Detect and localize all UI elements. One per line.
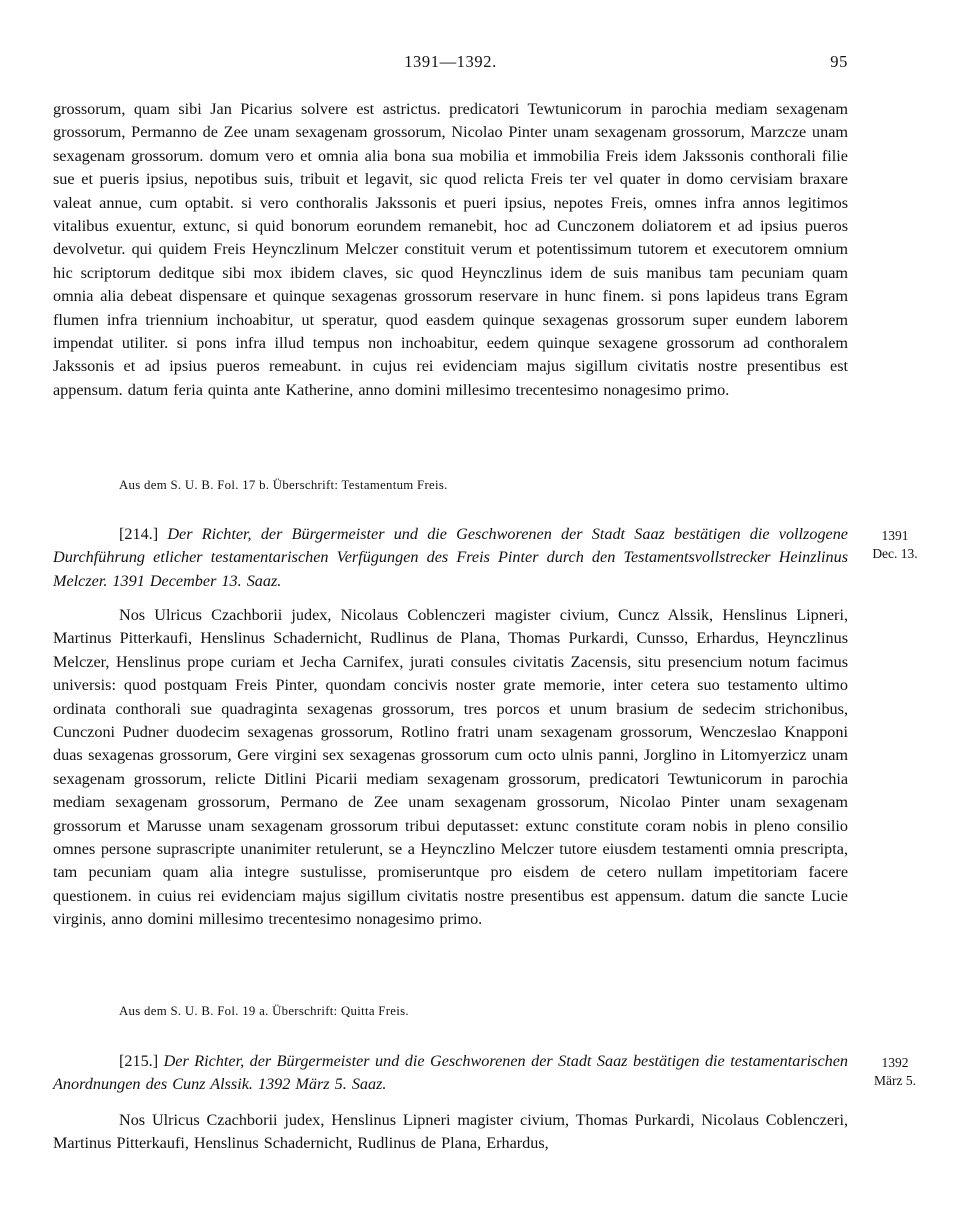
- entry-214-margin-year: 1391: [881, 528, 909, 543]
- entry-214-summary: Der Richter, der Bürgermeister und die Geschworenen der Stadt Saaz bestätigen die vollzogene Durchführung etlicher testamentarischen Verfügungen des Freis Pinter durch den Testamentsvollstrecker Heinzlinus Melczer. 1391 December 13. Saaz.: [53, 525, 848, 590]
- entry-215-margin-date: [860, 1054, 930, 1090]
- entry-215-regest: [53, 1050, 848, 1097]
- source-note-214: Aus dem S. U. B. Fol. 19 a. Überschrift: Quitta Freis.: [119, 1004, 409, 1018]
- entry-215-margin-year: 1392: [881, 1055, 909, 1070]
- entry-215-margin-day: März 5.: [874, 1073, 916, 1088]
- entry-214-number: [214.]: [119, 525, 159, 543]
- entry-214-margin-day: Dec. 13.: [872, 546, 918, 561]
- paragraph-continued-testament: grossorum, quam sibi Jan Picarius solvere est astrictus. predicatori Tewtunicorum in parochia mediam sexagenam grossorum, Permanno de Zee unam sexagenam grossorum, Nicolao Pinter unam sexagenam grossorum, Marzcze unam sexagenam grossorum. domum vero et omnia alia bona sua mobilia et immobilia Freis idem Jakssonis conthorali filie sue et pueris ipsius, nepotibus suis, tribuit et legavit, sic quod relicta Freis ter vel quater in domo cervisiam braxare valeat annue, cum optabit. si vero conthoralis Jakssonis et pueri ipsius, nepotes Freis, omnes infra annos legitimos vitalibus exuentur, extunc, si quid bonorum eorundem remanebit, hoc ad Cunczonem doliatorem et ad ipsius pueros devolvetur. qui quidem Freis Heynczlinum Melczer constituit verum et potentissimum tutorem et executorem omnium hic scriptorum deditque sibi mox ibidem claves, sic quod Heynczlinus idem de suis manibus tam pecuniam quam omnia alia debeat dispensare et quinque sexagenas grossorum reservare in hunc finem. si pons lapideus trans Egram flumen infra triennium inchoabitur, ut speratur, quod easdem quinque sexagenas grossorum super eundem laborem impendat utiliter. si pons infra illud tempus non inchoabitur, eedem quinque sexagene grossorum ad conthoralem Jakssonis et ad ipsius pueros remeabunt. in cujus rei evidenciam majus sigillum civitatis nostre presentibus est appensum. datum feria quinta ante Katherine, anno domini millesimo trecentesimo nonagesimo primo.: [53, 100, 848, 399]
- running-head-years: 1391—1392.: [404, 52, 497, 71]
- page-header: [53, 52, 848, 76]
- entry-214-text: Nos Ulricus Czachborii judex, Nicolaus Coblenczeri magister civium, Cuncz Alssik, Henslinus Lipneri, Martinus Pitterkaufi, Henslinus Schadernicht, Rudlinus de Plana, Thomas Purkardi, Cunsso, Erhardus, Heynczlinus Melczer, Henslinus prope curiam et Jecha Carnifex, jurati consules civitatis Zacensis, situ presencium notum facimus universis: quod postquam Freis Pinter, quondam concivis noster grate memorie, inter cetera suo testamento ultimo ordinata conthorali sue quadraginta sexagenas grossorum, tres porcos et unum brasium de sedecim strichonibus, Cunczoni Pudner duodecim sexagenas grossorum, Rotlino fratri unam sexagenam grossorum, Wenczeslao Knapponi duas sexagenas grossorum, Gere virgini sex sexagenas grossorum cum octo ulnis panni, Jorglino in Litomyerzicz unam sexagenam grossorum, relicte Ditlini Picarii mediam sexagenam grossorum, predicatori Tewtunicorum in parochia mediam sexagenam grossorum, Permano de Zee unam sexagenam grossorum, Nicolao Pinter unam sexagenam grossorum et Marusse unam sexagenam grossorum tribui deputasset: extunc constitute coram nobis in pleno consilio omnes persone suprascripte unanimiter retulerunt, se a Heynczlino Melczer tutore eiusdem testamenti omnia prescripta, tam pecuniam quam alia integre sustulisse, promiseruntque pro eisdem de cetero nullam impetitoriam facere questionem. in cuius rei evidenciam majus sigillum civitatis nostre presentibus est appensum. datum die sancte Lucie virginis, anno domini millesimo trecentesimo nonagesimo primo.: [53, 606, 848, 929]
- entry-214-regest: [53, 523, 848, 593]
- entry-215-text: Nos Ulricus Czachborii judex, Henslinus Lipneri magister civium, Thomas Purkardi, Nicolaus Coblenczeri, Martinus Pitterkaufi, Henslinus Schadernicht, Rudlinus de Plana, Erhardus,: [53, 1111, 848, 1153]
- source-note-213: Aus dem S. U. B. Fol. 17 b. Überschrift: Testamentum Freis.: [119, 478, 448, 492]
- entry-215-summary: Der Richter, der Bürgermeister und die Geschworenen der Stadt Saaz bestätigen die testamentarischen Anordnungen des Cunz Alssik. 1392 März 5. Saaz.: [53, 1052, 848, 1094]
- entry-214-margin-date: [860, 527, 930, 563]
- page-number: 95: [830, 52, 848, 71]
- entry-215-number: [215.]: [119, 1052, 159, 1070]
